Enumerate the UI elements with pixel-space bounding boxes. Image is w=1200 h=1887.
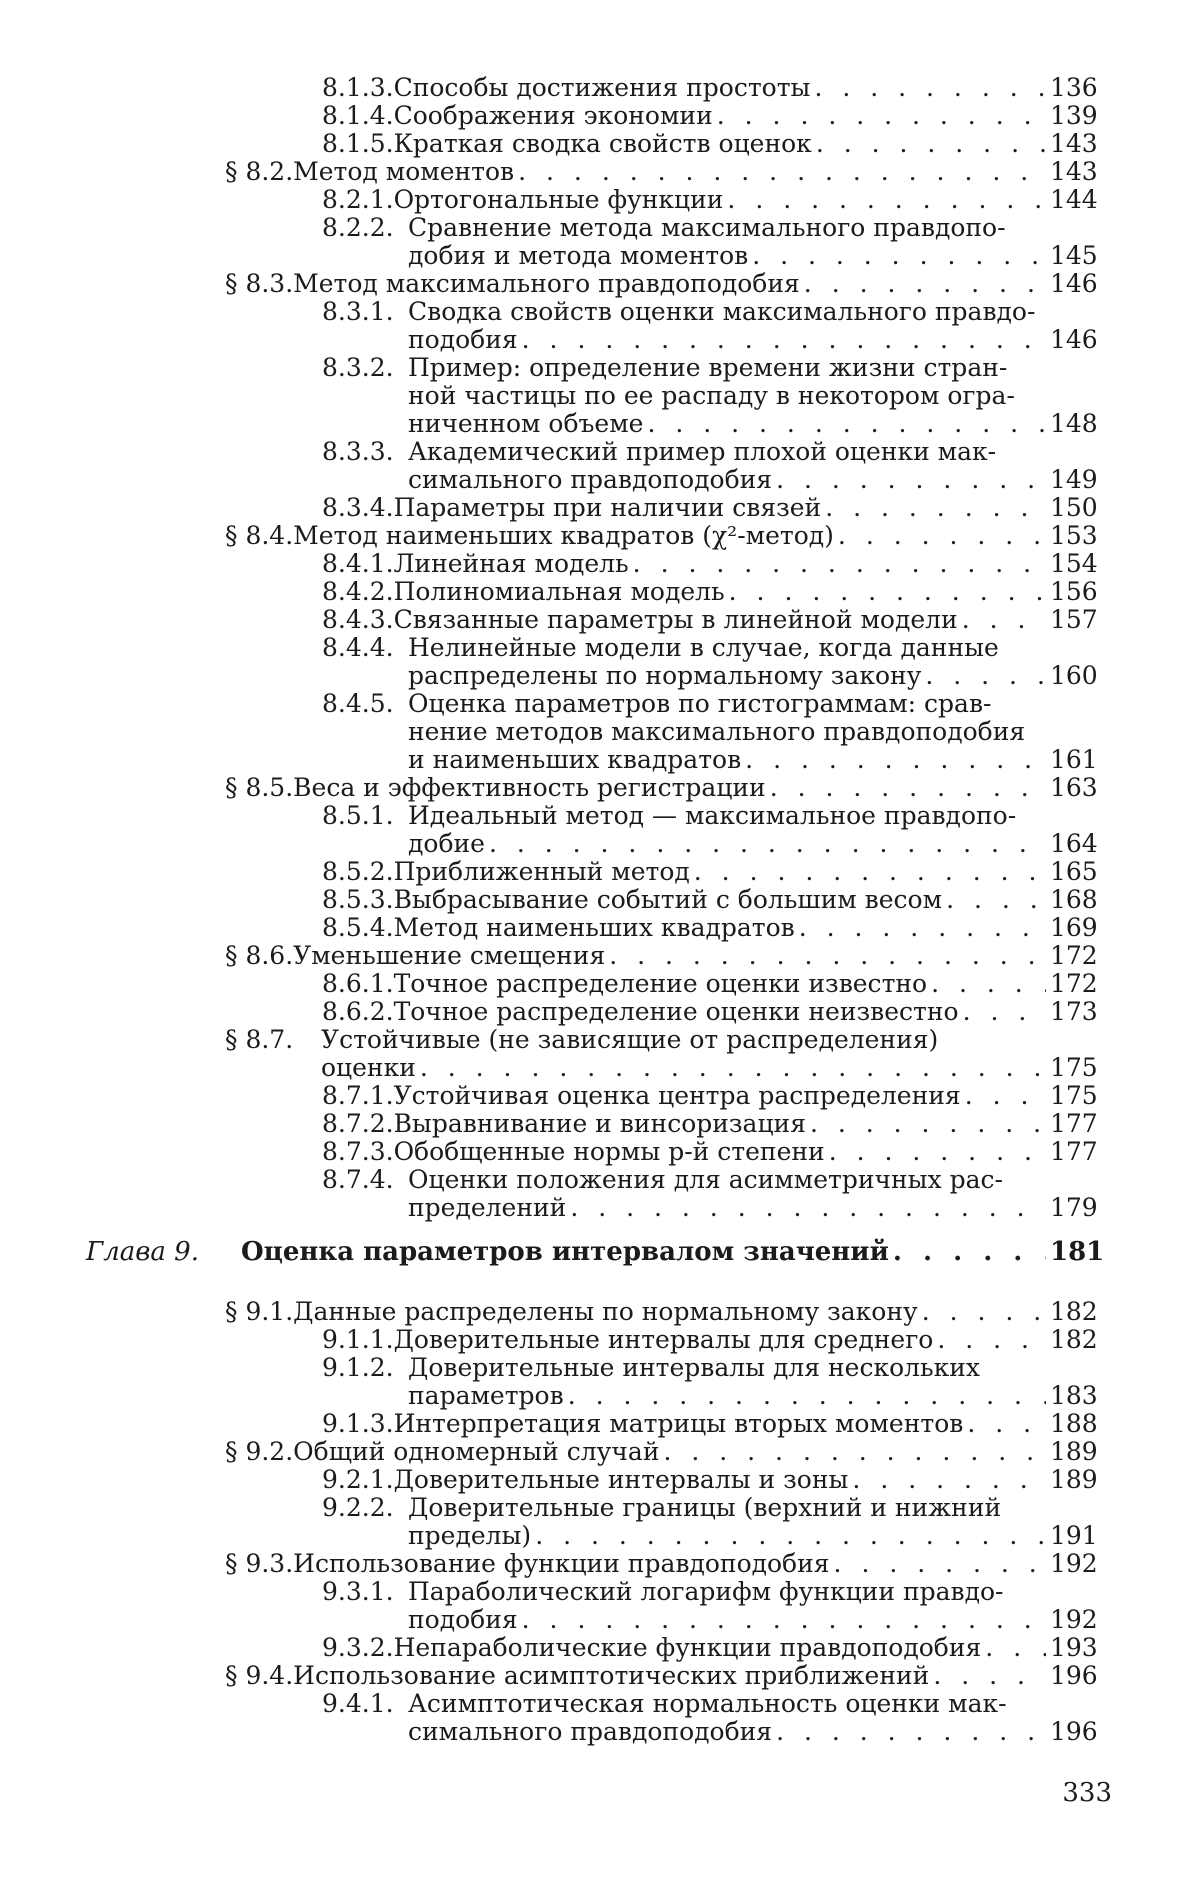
toc-page: 148 <box>1050 409 1098 438</box>
dot-leader <box>816 130 1046 158</box>
toc-page: 168 <box>1050 885 1098 914</box>
toc-page: 156 <box>1050 577 1098 606</box>
toc-title: Выбрасывание событий с большим весом <box>393 885 943 914</box>
toc-page: 139 <box>1050 101 1098 130</box>
toc-number: 8.4.4. <box>322 633 394 662</box>
toc-number: § 8.6. <box>225 941 294 970</box>
toc-number: 8.5.4. <box>322 913 394 942</box>
toc-page: 149 <box>1050 465 1098 494</box>
toc-number: § 8.3. <box>225 269 294 298</box>
dot-leader <box>933 1662 1046 1690</box>
toc-page: 143 <box>1050 129 1098 158</box>
dot-leader <box>522 1606 1046 1634</box>
toc-title: Общий одномерный случай <box>293 1437 660 1466</box>
toc-number: 8.4.3. <box>322 605 394 634</box>
toc-page: 173 <box>1050 997 1098 1026</box>
toc-title: Метод моментов <box>293 157 515 186</box>
toc-title: Уменьшение смещения <box>293 941 606 970</box>
toc-title: Полиномиальная модель <box>393 577 725 606</box>
toc-title: пределений <box>408 1193 567 1222</box>
toc-number: 9.4.1. <box>322 1689 394 1718</box>
toc-page: 161 <box>1050 745 1098 774</box>
toc-title: Веса и эффективность регистрации <box>293 773 766 802</box>
dot-leader <box>985 1634 1046 1662</box>
dot-leader <box>825 494 1046 522</box>
toc-title: Метод максимального правдоподобия <box>293 269 800 298</box>
toc-number: 8.1.3. <box>322 73 394 102</box>
dot-leader <box>893 1238 1046 1266</box>
toc-number: 9.3.1. <box>322 1577 394 1606</box>
dot-leader <box>799 914 1046 942</box>
dot-leader <box>633 550 1046 578</box>
toc-title: Линейная модель <box>393 549 629 578</box>
toc-page: 175 <box>1050 1053 1098 1082</box>
toc-title: Доверительные интервалы для среднего <box>393 1325 934 1354</box>
dot-leader <box>922 1298 1046 1326</box>
toc-page: 160 <box>1050 661 1098 690</box>
toc-page: 183 <box>1050 1381 1098 1410</box>
toc-page: 163 <box>1050 773 1098 802</box>
toc-title: Сводка свойств оценки максимального правдо- <box>408 297 1036 326</box>
toc-title: Метод наименьших квадратов <box>393 913 795 942</box>
toc-page: 136 <box>1050 73 1098 102</box>
toc-title: Данные распределены по нормальному закону <box>293 1297 918 1326</box>
toc-number: 8.5.2. <box>322 857 394 886</box>
dot-leader <box>609 942 1046 970</box>
dot-leader <box>770 774 1046 802</box>
toc-title: Сравнение метода максимального правдопо- <box>408 213 1006 242</box>
toc-title: Обобщенные нормы p-й степени <box>393 1137 825 1166</box>
dot-leader <box>965 1082 1046 1110</box>
toc-title: Пример: определение времени жизни стран- <box>408 353 1008 382</box>
toc-page: 146 <box>1050 269 1098 298</box>
toc-title: Непараболические функции правдоподобия <box>393 1633 982 1662</box>
toc-title: симального правдоподобия <box>408 1717 773 1746</box>
toc-page: 177 <box>1050 1137 1098 1166</box>
dot-leader <box>838 522 1046 550</box>
toc-title: Устойчивые (не зависящие от распределения) <box>321 1025 939 1054</box>
toc-page: 143 <box>1050 157 1098 186</box>
toc-title: ной частицы по ее распаду в некотором огра- <box>408 381 1015 410</box>
dot-leader <box>776 1718 1046 1746</box>
toc-number: 8.7.2. <box>322 1109 394 1138</box>
toc-page: 193 <box>1050 1633 1098 1662</box>
toc-number: 8.7.1. <box>322 1081 394 1110</box>
toc-title: добие <box>408 829 485 858</box>
chapter-heading[interactable] <box>86 1237 1105 1267</box>
toc-title: параметров <box>408 1381 564 1410</box>
toc-page: 154 <box>1050 549 1098 578</box>
toc-page: 172 <box>1050 941 1098 970</box>
toc-title: Точное распределение оценки неизвестно <box>393 997 959 1026</box>
toc-number: 8.5.3. <box>322 885 394 914</box>
toc-number: 8.4.5. <box>322 689 394 718</box>
toc-title: Доверительные интервалы и зоны <box>393 1465 849 1494</box>
toc-title: Использование асимптотических приближений <box>293 1661 930 1690</box>
toc-page: 182 <box>1050 1325 1098 1354</box>
dot-leader <box>694 858 1046 886</box>
toc-number: 8.6.2. <box>322 997 394 1026</box>
toc-title: распределены по нормальному закону <box>408 661 922 690</box>
chapter-title: Оценка параметров интервалом значений <box>240 1237 889 1267</box>
dot-leader <box>852 1466 1046 1494</box>
toc-number: 9.1.3. <box>322 1409 394 1438</box>
toc-title: и наименьших квадратов <box>408 745 742 774</box>
toc-number: 9.1.2. <box>322 1353 394 1382</box>
toc-number: 8.3.4. <box>322 493 394 522</box>
toc-title: Интерпретация матрицы вторых моментов <box>393 1409 964 1438</box>
toc-title: добия и метода моментов <box>408 241 749 270</box>
dot-leader <box>946 886 1046 914</box>
toc-number: 8.7.4. <box>322 1165 394 1194</box>
dot-leader <box>647 410 1046 438</box>
toc-title: Устойчивая оценка центра распределения <box>393 1081 961 1110</box>
toc-number: § 8.7. <box>225 1025 294 1054</box>
toc-number: § 8.4. <box>225 521 294 550</box>
toc-title: Способы достижения простоты <box>393 73 811 102</box>
toc-number: § 9.2. <box>225 1437 294 1466</box>
toc-page: 150 <box>1050 493 1098 522</box>
toc-title: Оценка параметров по гистограммам: срав- <box>408 689 992 718</box>
toc-number: 8.3.1. <box>322 297 394 326</box>
toc-page: 144 <box>1050 185 1098 214</box>
toc-number: 8.4.2. <box>322 577 394 606</box>
toc-number: 9.2.1. <box>322 1465 394 1494</box>
toc-title: Параметры при наличии связей <box>393 493 822 522</box>
dot-leader <box>931 970 1046 998</box>
toc-page: 179 <box>1050 1193 1098 1222</box>
dot-leader <box>967 1410 1046 1438</box>
toc-number: 8.5.1. <box>322 801 394 830</box>
toc-title: Приближенный метод <box>393 857 690 886</box>
toc-page: 157 <box>1050 605 1098 634</box>
dot-leader <box>568 1382 1046 1410</box>
toc-title: Выравнивание и винсоризация <box>393 1109 806 1138</box>
toc-number: 8.1.5. <box>322 129 394 158</box>
dot-leader <box>814 74 1046 102</box>
toc-title: Ортогональные функции <box>393 185 724 214</box>
toc-number: 8.3.3. <box>322 437 394 466</box>
toc-page: 192 <box>1050 1605 1098 1634</box>
toc-title: подобия <box>408 325 518 354</box>
toc-title: Соображения экономии <box>393 101 713 130</box>
toc-title: Идеальный метод — максимальное правдопо- <box>408 801 1017 830</box>
toc-page: 146 <box>1050 325 1098 354</box>
toc-title: оценки <box>321 1053 416 1082</box>
toc-title: Метод наименьших квадратов (χ²-метод) <box>293 521 834 550</box>
toc-page: 145 <box>1050 241 1098 270</box>
toc-page: 172 <box>1050 969 1098 998</box>
dot-leader <box>570 1194 1046 1222</box>
toc-title: Академический пример плохой оценки мак- <box>408 437 997 466</box>
toc-page: 189 <box>1050 1465 1098 1494</box>
toc-title: Краткая сводка свойств оценок <box>393 129 812 158</box>
toc-number: § 8.5. <box>225 773 294 802</box>
dot-leader <box>489 830 1046 858</box>
toc-title: Использование функции правдоподобия <box>293 1549 830 1578</box>
toc-page: 191 <box>1050 1521 1098 1550</box>
toc-number: 9.2.2. <box>322 1493 394 1522</box>
toc-number: 8.4.1. <box>322 549 394 578</box>
dot-leader <box>829 1138 1046 1166</box>
toc-number: § 9.4. <box>225 1661 294 1690</box>
toc-title: Доверительные интервалы для нескольких <box>408 1353 980 1382</box>
toc-title: симального правдоподобия <box>408 465 773 494</box>
toc-title: Точное распределение оценки известно <box>393 969 928 998</box>
dot-leader <box>663 1438 1046 1466</box>
dot-leader <box>963 998 1046 1026</box>
toc-page: 177 <box>1050 1109 1098 1138</box>
toc-title: Доверительные границы (верхний и нижний <box>408 1493 1002 1522</box>
chapter-page: 181 <box>1050 1237 1105 1267</box>
dot-leader <box>776 466 1046 494</box>
dot-leader <box>522 326 1046 354</box>
toc-title: подобия <box>408 1605 518 1634</box>
toc-number: 9.1.1. <box>322 1325 394 1354</box>
dot-leader <box>962 606 1046 634</box>
toc-page: 182 <box>1050 1297 1098 1326</box>
dot-leader <box>804 270 1046 298</box>
toc-page: 192 <box>1050 1549 1098 1578</box>
toc-title: ниченном объеме <box>408 409 644 438</box>
toc-page: 164 <box>1050 829 1098 858</box>
toc-number: 8.2.2. <box>322 213 394 242</box>
toc-number: 8.7.3. <box>322 1137 394 1166</box>
toc-number: 8.3.2. <box>322 353 394 382</box>
dot-leader <box>727 186 1046 214</box>
toc-page: 196 <box>1050 1661 1098 1690</box>
toc-page: 188 <box>1050 1409 1098 1438</box>
toc-page: 153 <box>1050 521 1098 550</box>
toc-title: Связанные параметры в линейной модели <box>393 605 958 634</box>
dot-leader <box>925 662 1046 690</box>
toc-title: нение методов максимального правдоподобия <box>408 717 1026 746</box>
dot-leader <box>745 746 1046 774</box>
toc-number: § 9.3. <box>225 1549 294 1578</box>
toc-title: Оценки положения для асимметричных рас- <box>408 1165 1003 1194</box>
toc-page: 196 <box>1050 1717 1098 1746</box>
dot-leader <box>518 158 1046 186</box>
toc-page: 169 <box>1050 913 1098 942</box>
toc-page: 175 <box>1050 1081 1098 1110</box>
toc-number: 8.6.1. <box>322 969 394 998</box>
toc-title: Асимптотическая нормальность оценки мак- <box>408 1689 1007 1718</box>
dot-leader <box>810 1110 1046 1138</box>
dot-leader <box>937 1326 1046 1354</box>
toc-number: 8.2.1. <box>322 185 394 214</box>
dot-leader <box>834 1550 1046 1578</box>
toc-number: 9.3.2. <box>322 1633 394 1662</box>
toc-title: пределы) <box>408 1521 532 1550</box>
toc-page: 189 <box>1050 1437 1098 1466</box>
chapter-label: Глава 9. <box>86 1237 199 1267</box>
toc-title: Параболический логарифм функции правдо- <box>408 1577 1004 1606</box>
page-number: 333 <box>1062 1778 1112 1808</box>
toc-page: 165 <box>1050 857 1098 886</box>
dot-leader <box>752 242 1046 270</box>
toc-number: § 9.1. <box>225 1297 294 1326</box>
toc-number: 8.1.4. <box>322 101 394 130</box>
dot-leader <box>535 1522 1046 1550</box>
toc-number: § 8.2. <box>225 157 294 186</box>
dot-leader <box>729 578 1046 606</box>
dot-leader <box>420 1054 1046 1082</box>
toc-title: Нелинейные модели в случае, когда данные <box>408 633 999 662</box>
dot-leader <box>717 102 1046 130</box>
